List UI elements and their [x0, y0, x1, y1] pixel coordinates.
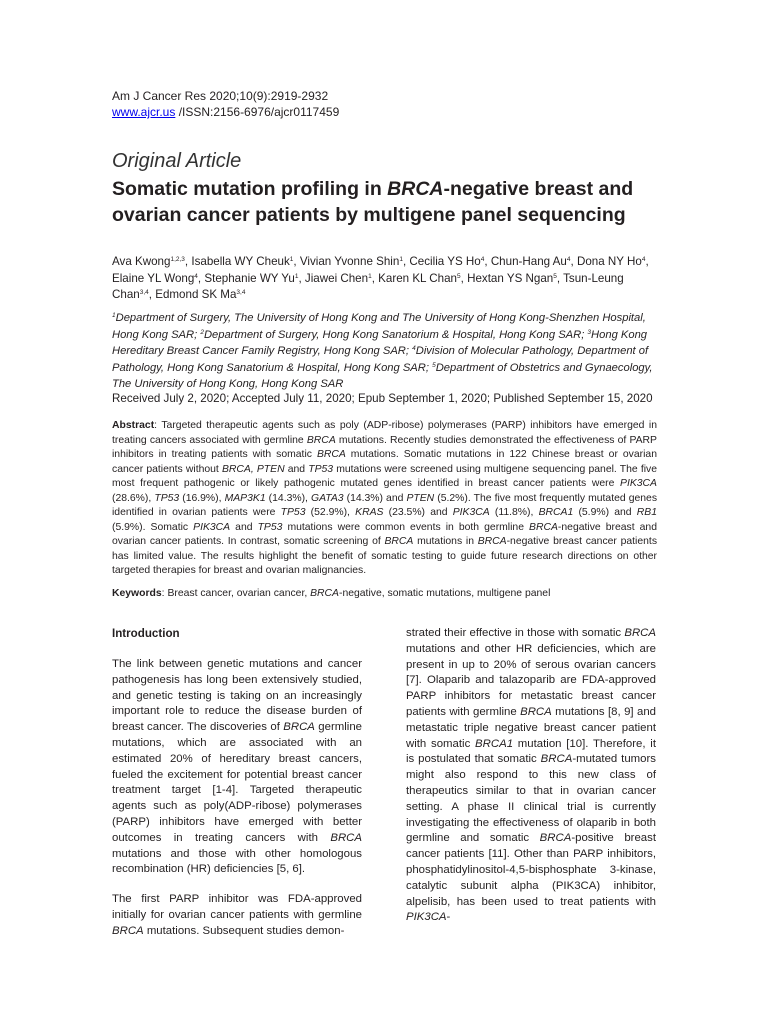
author-separator: ,	[402, 255, 410, 268]
author-affil-sup: 1	[368, 272, 372, 280]
author-affil-sup: 4	[480, 256, 485, 263]
keywords-text: -negative, somatic mutations, multigene panel	[338, 588, 551, 599]
body-paragraph	[112, 657, 362, 878]
affiliation-number: 1	[112, 312, 116, 319]
body-text: strated their effective in those with somatic	[406, 627, 625, 639]
abstract-text: mutations in	[413, 536, 478, 547]
body-italic: BRCA	[624, 627, 656, 639]
affiliation-text: Department of Surgery, The University of Hong Kong and The University of Hong Kong-Shenzhen Hospital, Hong Kong SAR;	[112, 312, 646, 341]
affiliation-text: Hong Kong Hereditary Breast Cancer Family Registry, Hong Kong SAR;	[112, 328, 648, 358]
affiliation-number: 2	[200, 328, 204, 336]
abstract-text: -negative breast and ovarian cancer patients. In contrast, somatic screening of	[112, 521, 657, 547]
body-column-left	[112, 626, 362, 954]
body-text: -mutated tumors might also respond to this new class of therapeutics similar to that in ovarian cancer setting. A phase II clinical trial is currently investigating the effectiveness of olaparib in both germline and somatic	[406, 753, 656, 845]
author-separator: ,	[570, 255, 577, 268]
body-text: The first PARP inhibitor was FDA-approved initially for ovarian cancer patients with germline	[112, 893, 362, 921]
journal-header	[112, 88, 339, 120]
author-name: Hextan YS Ngan	[467, 271, 554, 285]
abstract-text: mutations were screened using multigene sequencing panel. The five most frequent pathogenic or likely pathogenic mutated genes identified in breast cancer patients were	[112, 463, 657, 489]
author-name: Stephanie WY Yu	[204, 271, 295, 285]
affiliations	[112, 310, 657, 393]
abstract-text: mutations. Recently studies demonstrated the effectiveness of PARP inhibitors in treating patients with somatic	[112, 434, 657, 460]
abstract-italic: BRCA1	[538, 507, 574, 518]
author-affil-sup: 1	[289, 256, 294, 263]
article-type: Original Article	[112, 150, 242, 172]
author-affil-sup: 4	[566, 256, 571, 263]
abstract-italic: PIK3CA	[452, 507, 490, 518]
abstract-text: : Targeted therapeutic agents such as poly (ADP-ribose) polymerases (PARP) inhibitors have emerged in treating cancers associated with germline	[112, 420, 657, 446]
abstract-italic: BRCA	[306, 434, 336, 446]
body-italic: BRCA	[330, 831, 362, 844]
abstract-text: (14.3%),	[265, 492, 312, 504]
abstract-text: (16.9%),	[179, 492, 225, 504]
body-text: -	[446, 911, 451, 924]
title-gene: BRCA	[387, 178, 444, 200]
abstract-italic: MAP3K1	[224, 492, 266, 504]
title-part-1: Somatic mutation profiling in	[112, 178, 388, 200]
abstract-text: and	[230, 521, 258, 533]
abstract-text: (14.3%) and	[343, 492, 407, 504]
body-paragraph	[406, 626, 656, 926]
author-name: Karen KL Chan	[378, 271, 458, 285]
author-affil-sup: 1	[399, 256, 403, 263]
abstract-text: (5.9%). Somatic	[112, 521, 194, 533]
abstract-text: (5.9%) and	[573, 507, 637, 518]
body-text: -positive breast cancer patients [11]. Other than PARP inhibitors, phosphatidylinositol-4,5-bisphosphate 3-kinase, catalytic subunit alpha (PIK3CA) inhibitor, alpelisib, has been used to treat patients with	[406, 832, 656, 908]
body-column-right	[406, 626, 656, 940]
author-name: Tsun-Leung Chan	[112, 271, 624, 301]
abstract-italic: PIK3CA	[193, 521, 231, 533]
abstract-italic: BRCA	[316, 449, 346, 460]
abstract-italic: BRCA	[477, 536, 507, 547]
title-part-2: -negative breast and ovarian cancer patients by multigene panel sequencing	[112, 178, 634, 226]
body-text: mutations and other HR deficiencies, which are present in up to 20% of serous ovarian cancers [7]. Olaparib and talazoparib are FDA-approved PARP inhibitors for metastatic breast cancer patients with germline	[406, 642, 656, 718]
author-separator: ,	[148, 288, 156, 301]
abstract-text: -negative breast cancer patients has limited value. The results highlight the benefit of somatic testing to guide future research directions on other targeted therapies for breast and ovarian malignancies.	[112, 536, 658, 576]
keywords	[112, 587, 657, 601]
journal-citation: Am J Cancer Res 2020;10(9):2919-2932	[112, 89, 329, 103]
author-name: Elaine YL Wong	[112, 271, 195, 285]
abstract-italic: PTEN	[406, 492, 435, 504]
abstract-italic: BRCA, PTEN	[221, 463, 285, 475]
body-text: mutations. Subsequent studies demon-	[143, 924, 345, 937]
body-italic: BRCA1	[475, 737, 514, 750]
author-separator: ,	[556, 271, 564, 285]
affiliation-text: Department of Obstetrics and Gynaecology, The University of Hong Kong, Hong Kong SAR	[112, 361, 653, 391]
author-name: Jiawei Chen	[304, 271, 369, 285]
author-separator: ,	[645, 255, 649, 268]
abstract-body	[112, 420, 657, 576]
affiliation-number: 4	[412, 345, 416, 353]
author-name: Dona NY Ho	[576, 255, 642, 268]
abstract	[112, 419, 657, 579]
abstract-text: (5.2%). The five most frequently mutated genes identified in ovarian patients were	[112, 492, 658, 518]
section-heading-introduction: Introduction	[112, 627, 180, 640]
body-italic: BRCA	[283, 721, 315, 734]
journal-url-link[interactable]: www.ajcr.us	[112, 105, 176, 119]
author-affil-sup: 1	[294, 272, 299, 280]
affiliation-number: 5	[432, 361, 436, 369]
author-name: Cecilia YS Ho	[409, 255, 481, 268]
body-italic: PIK3CA	[406, 911, 447, 924]
left-paragraphs	[112, 657, 362, 940]
author-affil-sup: 4	[194, 272, 198, 280]
body-italic: BRCA	[539, 832, 572, 845]
author-name: Isabella WY Cheuk	[191, 255, 290, 268]
abstract-italic: BRCA	[384, 536, 414, 547]
author-separator: ,	[298, 271, 305, 285]
body-text: mutation [10]. Therefore, it is postulated that somatic	[406, 737, 656, 766]
author-separator: ,	[197, 271, 205, 285]
author-affil-sup: 5	[457, 272, 461, 280]
abstract-label: Abstract	[112, 420, 155, 431]
author-name: Vivian Yvonne Shin	[299, 255, 400, 268]
abstract-text: and	[284, 463, 309, 475]
abstract-italic: TP53	[280, 507, 306, 518]
abstract-italic: TP53	[308, 463, 334, 475]
abstract-text: (11.8%),	[489, 507, 539, 518]
author-separator: ,	[371, 271, 379, 285]
abstract-text: (52.9%),	[305, 507, 356, 518]
body-italic: BRCA	[520, 705, 552, 718]
body-italic: BRCA	[540, 753, 573, 766]
abstract-text: (28.6%),	[112, 492, 155, 504]
author-name: Ava Kwong	[112, 255, 171, 268]
abstract-italic: PIK3CA	[620, 478, 657, 489]
author-separator: ,	[484, 255, 491, 268]
author-affil-sup: 3,4	[139, 289, 149, 296]
affiliation-text: Department of Surgery, Hong Kong Sanatorium & Hospital, Hong Kong SAR;	[203, 328, 588, 341]
author-affil-sup: 1,2,3	[170, 256, 185, 263]
author-affil-sup: 3,4	[236, 289, 246, 296]
abstract-text: (23.5%) and	[383, 507, 453, 518]
author-affil-sup: 4	[641, 256, 646, 263]
keywords-italic: BRCA	[310, 588, 339, 599]
author-affil-sup: 5	[553, 272, 557, 280]
abstract-italic: KRAS	[355, 507, 384, 518]
body-text: mutations [8, 9] and metastatic triple negative breast cancer patient with somatic	[406, 705, 657, 750]
journal-issn: /ISSN:2156-6976/ajcr0117459	[175, 105, 340, 119]
author-name: Edmond SK Ma	[155, 288, 237, 301]
received-dates: Received July 2, 2020; Accepted July 11, 2020; Epub September 1, 2020; Published September 15, 2020	[112, 392, 653, 405]
abstract-italic: BRCA	[529, 521, 558, 533]
abstract-italic: GATA3	[311, 492, 344, 504]
body-paragraph	[112, 892, 362, 939]
body-italic: BRCA	[112, 924, 144, 937]
abstract-text: mutations. Somatic mutations in 122 Chinese breast or ovarian cancer patients without	[112, 449, 657, 475]
abstract-italic: TP53	[154, 492, 180, 504]
body-text: The link between genetic mutations and cancer pathogenesis has long been extensively studied, and genetic testing is taking on an increasingly important role to reduce the disease burden of breast cancer. The discoveries of	[112, 658, 362, 734]
author-separator: ,	[184, 255, 192, 268]
author-separator: ,	[460, 271, 468, 285]
keywords-label: Keywords	[112, 588, 162, 599]
abstract-italic: RB1	[636, 507, 657, 518]
abstract-text: mutations were common events in both germline	[282, 521, 530, 533]
author-separator: ,	[293, 255, 300, 268]
affiliation-number: 3	[587, 328, 592, 336]
article-title	[112, 176, 657, 228]
right-paragraphs	[406, 626, 656, 926]
keywords-text: : Breast cancer, ovarian cancer,	[161, 588, 311, 599]
abstract-italic: TP53	[257, 521, 283, 533]
body-text: germline mutations, which are associated with an estimated 20% of hereditary breast cancers, fueled the excitement for potential breast cancer treatment target [1-4]. Targeted therapeutic agents such as poly(ADP-ribose) polymerases (PARP) inhibitors have emerged with better outcomes in treating cancers with	[112, 721, 362, 844]
body-text: mutations and those with other homologous recombination (HR) deficiencies [5, 6].	[112, 847, 362, 876]
affiliation-text: Division of Molecular Pathology, Department of Pathology, Hong Kong Sanatorium & Hospital, Hong Kong SAR;	[112, 345, 649, 374]
keywords-body	[162, 588, 551, 599]
author-name: Chun-Hang Au	[490, 255, 567, 268]
journal-url-line	[112, 104, 339, 120]
author-list	[112, 254, 657, 304]
